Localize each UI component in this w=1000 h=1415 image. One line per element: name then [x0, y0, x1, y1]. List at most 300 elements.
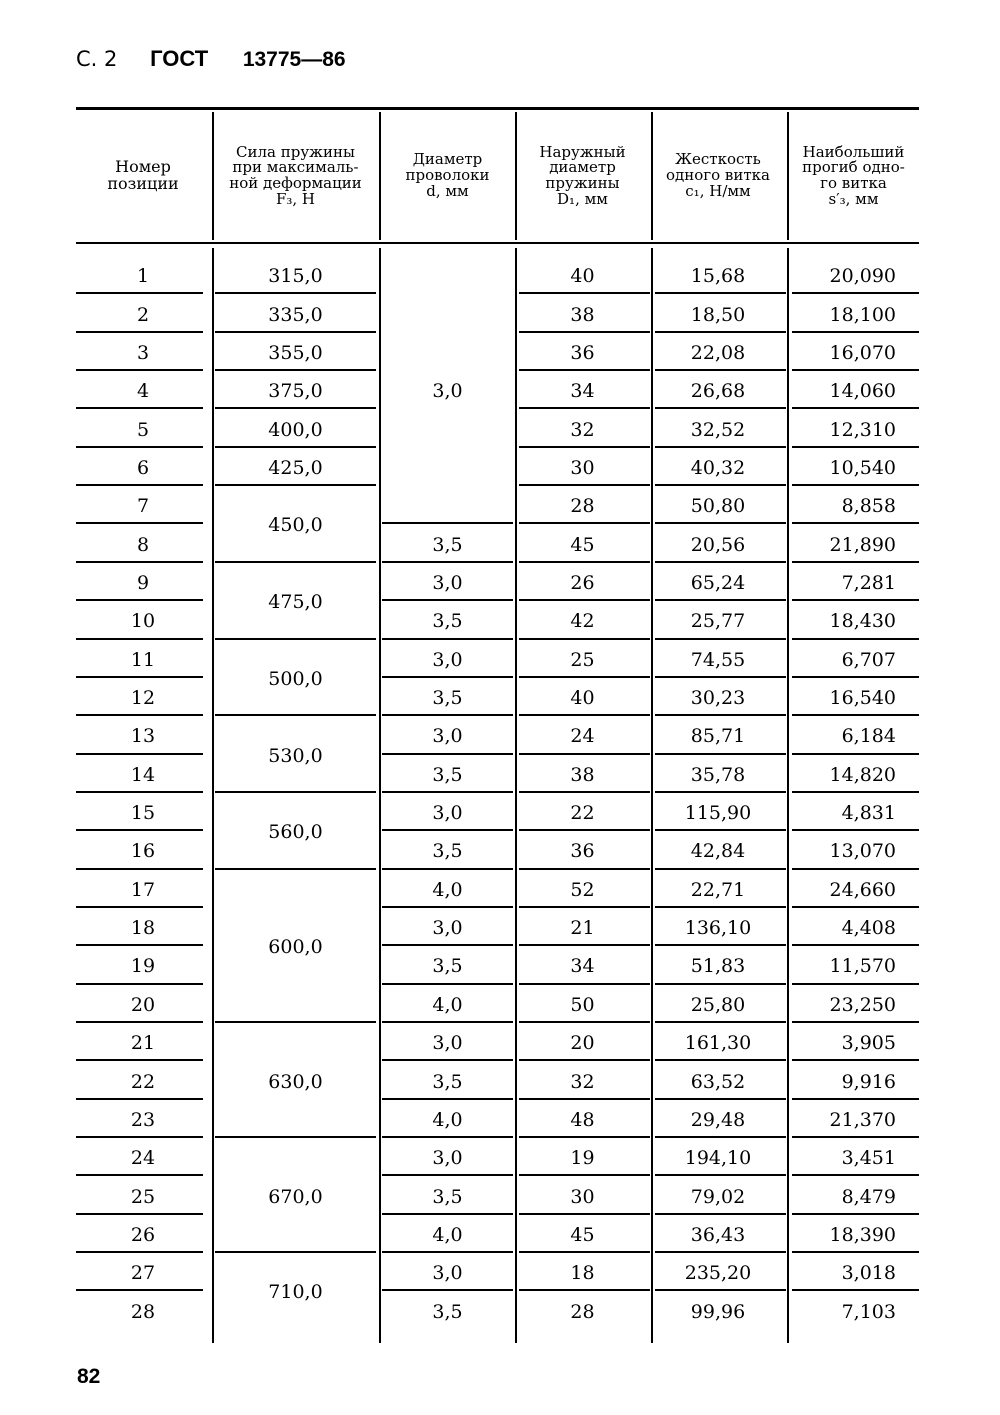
outer-diameter-cell: 25 — [570, 649, 595, 671]
stiffness-cell: 22,08 — [690, 342, 746, 364]
row-divider — [519, 1059, 650, 1061]
row-divider — [792, 638, 919, 640]
outer-diameter-cell: 40 — [570, 265, 595, 287]
stiffness-cell: 79,02 — [690, 1186, 746, 1208]
column-separator — [515, 112, 517, 240]
row-divider — [519, 638, 650, 640]
row-divider — [76, 1174, 203, 1176]
row-divider — [655, 407, 786, 409]
outer-diameter-cell: 36 — [570, 840, 595, 862]
wire-diameter-cell: 3,0 — [432, 1147, 463, 1169]
deflection-cell: 16,540 — [829, 687, 896, 709]
row-divider — [76, 522, 203, 524]
row-divider — [519, 753, 650, 755]
row-divider — [382, 753, 513, 755]
row-divider — [382, 868, 513, 870]
row-divider — [382, 791, 513, 793]
row-divider — [382, 1174, 513, 1176]
row-divider — [382, 714, 513, 716]
row-divider — [519, 714, 650, 716]
position-number-cell: 24 — [130, 1147, 156, 1169]
row-divider — [215, 292, 376, 294]
row-divider — [382, 983, 513, 985]
row-divider — [792, 561, 919, 563]
outer-diameter-cell: 40 — [570, 687, 595, 709]
row-divider — [76, 868, 203, 870]
row-divider — [655, 484, 786, 486]
row-divider — [76, 561, 203, 563]
row-divider — [382, 906, 513, 908]
deflection-cell: 7,103 — [841, 1301, 896, 1323]
outer-diameter-cell: 48 — [570, 1109, 595, 1131]
position-number-cell: 8 — [136, 534, 150, 556]
row-divider — [519, 1136, 650, 1138]
column-separator — [212, 112, 214, 240]
position-number-cell: 28 — [130, 1301, 156, 1323]
stiffness-cell: 20,56 — [690, 534, 746, 556]
row-divider — [519, 983, 650, 985]
wire-diameter-cell: 4,0 — [432, 994, 463, 1016]
row-divider — [792, 1136, 919, 1138]
deflection-cell: 18,390 — [829, 1224, 896, 1246]
deflection-cell: 14,060 — [829, 380, 896, 402]
row-divider — [215, 1251, 376, 1253]
column-header-position-number: Номер позиции — [107, 157, 179, 193]
row-divider — [792, 829, 919, 831]
row-divider — [519, 484, 650, 486]
row-divider — [792, 599, 919, 601]
spring-force-cell: 710,0 — [268, 1281, 323, 1303]
deflection-cell: 7,281 — [841, 572, 896, 594]
row-divider — [76, 369, 203, 371]
spring-force-cell: 560,0 — [268, 821, 323, 843]
row-divider — [76, 446, 203, 448]
row-divider — [76, 638, 203, 640]
wire-diameter-cell: 4,0 — [432, 879, 463, 901]
stiffness-cell: 29,48 — [690, 1109, 746, 1131]
row-divider — [519, 829, 650, 831]
row-divider — [382, 676, 513, 678]
outer-diameter-cell: 20 — [570, 1032, 595, 1054]
row-divider — [519, 1174, 650, 1176]
row-divider — [76, 676, 203, 678]
wire-diameter-cell: 3,5 — [432, 687, 463, 709]
wire-diameter-cell: 3,0 — [432, 572, 463, 594]
row-divider — [76, 791, 203, 793]
outer-diameter-cell: 30 — [570, 457, 595, 479]
column-separator — [379, 112, 381, 240]
wire-diameter-cell: 3,0 — [432, 802, 463, 824]
row-divider — [76, 753, 203, 755]
row-divider — [655, 1059, 786, 1061]
wire-diameter-cell: 4,0 — [432, 1224, 463, 1246]
spring-force-cell: 600,0 — [268, 936, 323, 958]
outer-diameter-cell: 28 — [570, 1301, 595, 1323]
outer-diameter-cell: 18 — [570, 1262, 595, 1284]
row-divider — [382, 1289, 513, 1291]
row-divider — [655, 638, 786, 640]
position-number-cell: 27 — [130, 1262, 156, 1284]
stiffness-cell: 51,83 — [690, 955, 746, 977]
stiffness-cell: 74,55 — [690, 649, 746, 671]
stiffness-cell: 235,20 — [684, 1262, 752, 1284]
row-divider — [792, 484, 919, 486]
outer-diameter-cell: 42 — [570, 610, 595, 632]
spring-force-cell: 630,0 — [268, 1071, 323, 1093]
spring-force-cell: 335,0 — [268, 304, 323, 326]
stiffness-cell: 26,68 — [690, 380, 746, 402]
deflection-cell: 12,310 — [829, 419, 896, 441]
outer-diameter-cell: 38 — [570, 304, 595, 326]
row-divider — [655, 599, 786, 601]
row-divider — [519, 944, 650, 946]
row-divider — [655, 1174, 786, 1176]
wire-diameter-cell: 3,0 — [432, 649, 463, 671]
wire-diameter-cell: 3,5 — [432, 764, 463, 786]
position-number-cell: 22 — [130, 1071, 156, 1093]
row-divider — [519, 906, 650, 908]
row-divider — [792, 753, 919, 755]
row-divider — [655, 753, 786, 755]
position-number-cell: 12 — [130, 687, 156, 709]
deflection-cell: 6,184 — [841, 725, 896, 747]
row-divider — [792, 1213, 919, 1215]
row-divider — [655, 868, 786, 870]
row-divider — [792, 1021, 919, 1023]
row-divider — [76, 1021, 203, 1023]
row-divider — [382, 638, 513, 640]
row-divider — [519, 1098, 650, 1100]
position-number-cell: 23 — [130, 1109, 156, 1131]
outer-diameter-cell: 32 — [570, 419, 595, 441]
row-divider — [519, 446, 650, 448]
page-label: С. 2 — [76, 47, 118, 71]
row-divider — [792, 1251, 919, 1253]
position-number-cell: 10 — [130, 610, 156, 632]
row-divider — [76, 829, 203, 831]
row-divider — [382, 829, 513, 831]
row-divider — [792, 791, 919, 793]
row-divider — [792, 868, 919, 870]
wire-diameter-cell: 3,0 — [432, 725, 463, 747]
stiffness-cell: 35,78 — [690, 764, 746, 786]
page-number: 82 — [77, 1365, 101, 1388]
outer-diameter-cell: 32 — [570, 1071, 595, 1093]
row-divider — [76, 331, 203, 333]
row-divider — [792, 944, 919, 946]
deflection-cell: 4,831 — [841, 802, 896, 824]
stiffness-cell: 115,90 — [684, 802, 752, 824]
row-divider — [655, 292, 786, 294]
stiffness-cell: 63,52 — [690, 1071, 746, 1093]
deflection-cell: 3,018 — [841, 1262, 896, 1284]
position-number-cell: 17 — [130, 879, 156, 901]
row-divider — [655, 791, 786, 793]
row-divider — [792, 1174, 919, 1176]
position-number-cell: 13 — [130, 725, 156, 747]
row-divider — [519, 676, 650, 678]
spring-force-cell: 425,0 — [268, 457, 323, 479]
wire-diameter-cell: 3,0 — [432, 1032, 463, 1054]
column-separator — [651, 112, 653, 240]
stiffness-cell: 32,52 — [690, 419, 746, 441]
stiffness-cell: 40,32 — [690, 457, 746, 479]
stiffness-cell: 136,10 — [684, 917, 752, 939]
spring-force-cell: 670,0 — [268, 1186, 323, 1208]
row-divider — [215, 714, 376, 716]
row-divider — [792, 369, 919, 371]
row-divider — [792, 906, 919, 908]
deflection-cell: 21,890 — [829, 534, 896, 556]
wire-diameter-cell: 3,5 — [432, 840, 463, 862]
deflection-cell: 24,660 — [829, 879, 896, 901]
row-divider — [382, 522, 513, 524]
stiffness-cell: 30,23 — [690, 687, 746, 709]
spring-force-cell: 355,0 — [268, 342, 323, 364]
outer-diameter-cell: 24 — [570, 725, 595, 747]
row-divider — [655, 446, 786, 448]
row-divider — [519, 407, 650, 409]
position-number-cell: 4 — [136, 380, 150, 402]
position-number-cell: 19 — [130, 955, 156, 977]
row-divider — [382, 1059, 513, 1061]
row-divider — [519, 1251, 650, 1253]
row-divider — [792, 983, 919, 985]
row-divider — [76, 1098, 203, 1100]
position-number-cell: 11 — [130, 649, 156, 671]
stiffness-cell: 99,96 — [690, 1301, 746, 1323]
row-divider — [215, 1021, 376, 1023]
position-number-cell: 25 — [130, 1186, 156, 1208]
row-divider — [215, 638, 376, 640]
wire-diameter-cell: 3,5 — [432, 1301, 463, 1323]
row-divider — [792, 714, 919, 716]
row-divider — [519, 522, 650, 524]
deflection-cell: 10,540 — [829, 457, 896, 479]
wire-diameter-cell: 3,0 — [432, 917, 463, 939]
position-number-cell: 15 — [130, 802, 156, 824]
row-divider — [215, 791, 376, 793]
row-divider — [76, 1213, 203, 1215]
position-number-cell: 3 — [136, 342, 150, 364]
position-number-cell: 21 — [130, 1032, 156, 1054]
row-divider — [215, 484, 376, 486]
row-divider — [655, 561, 786, 563]
deflection-cell: 18,430 — [829, 610, 896, 632]
outer-diameter-cell: 26 — [570, 572, 595, 594]
row-divider — [76, 292, 203, 294]
row-divider — [76, 906, 203, 908]
position-number-cell: 26 — [130, 1224, 156, 1246]
row-divider — [792, 446, 919, 448]
outer-diameter-cell: 52 — [570, 879, 595, 901]
position-number-cell: 9 — [136, 572, 150, 594]
position-number-cell: 7 — [136, 495, 150, 517]
stiffness-cell: 50,80 — [690, 495, 746, 517]
deflection-cell: 20,090 — [829, 265, 896, 287]
row-divider — [519, 292, 650, 294]
stiffness-cell: 15,68 — [690, 265, 746, 287]
stiffness-cell: 42,84 — [690, 840, 746, 862]
outer-diameter-cell: 45 — [570, 1224, 595, 1246]
row-divider — [519, 1021, 650, 1023]
deflection-cell: 16,070 — [829, 342, 896, 364]
row-divider — [792, 407, 919, 409]
row-divider — [655, 1289, 786, 1291]
row-divider — [655, 1213, 786, 1215]
wire-diameter-cell: 3,0 — [432, 380, 463, 402]
row-divider — [655, 331, 786, 333]
deflection-cell: 3,905 — [841, 1032, 896, 1054]
row-divider — [655, 1098, 786, 1100]
row-divider — [655, 522, 786, 524]
row-divider — [655, 1136, 786, 1138]
deflection-cell: 9,916 — [841, 1071, 896, 1093]
row-divider — [76, 599, 203, 601]
position-number-cell: 18 — [130, 917, 156, 939]
stiffness-cell: 25,77 — [690, 610, 746, 632]
spring-force-cell: 400,0 — [268, 419, 323, 441]
row-divider — [792, 1098, 919, 1100]
row-divider — [215, 561, 376, 563]
page-header — [76, 46, 346, 72]
deflection-cell: 18,100 — [829, 304, 896, 326]
outer-diameter-cell: 34 — [570, 380, 595, 402]
row-divider — [382, 944, 513, 946]
stiffness-cell: 22,71 — [690, 879, 746, 901]
wire-diameter-cell: 3,0 — [432, 1262, 463, 1284]
outer-diameter-cell: 30 — [570, 1186, 595, 1208]
position-number-cell: 5 — [136, 419, 150, 441]
row-divider — [519, 599, 650, 601]
deflection-cell: 4,408 — [841, 917, 896, 939]
row-divider — [382, 599, 513, 601]
row-divider — [519, 868, 650, 870]
column-header-outer-diameter: Наружный диаметр пружины D₁, мм — [539, 142, 626, 208]
stiffness-cell: 25,80 — [690, 994, 746, 1016]
row-divider — [655, 676, 786, 678]
outer-diameter-cell: 38 — [570, 764, 595, 786]
row-divider — [519, 561, 650, 563]
row-divider — [382, 1098, 513, 1100]
stiffness-cell: 36,43 — [690, 1224, 746, 1246]
row-divider — [382, 561, 513, 563]
row-divider — [792, 522, 919, 524]
row-divider — [76, 484, 203, 486]
row-divider — [519, 791, 650, 793]
row-divider — [76, 1059, 203, 1061]
row-divider — [215, 331, 376, 333]
standard-number: 13775—86 — [242, 48, 346, 71]
row-divider — [215, 369, 376, 371]
row-divider — [655, 1251, 786, 1253]
spring-force-cell: 315,0 — [268, 265, 323, 287]
row-divider — [215, 407, 376, 409]
position-number-cell: 16 — [130, 840, 156, 862]
outer-diameter-cell: 28 — [570, 495, 595, 517]
row-divider — [215, 446, 376, 448]
row-divider — [655, 1021, 786, 1023]
row-divider — [76, 407, 203, 409]
position-number-cell: 1 — [136, 265, 150, 287]
wire-diameter-cell: 3,5 — [432, 1071, 463, 1093]
row-divider — [655, 944, 786, 946]
column-header-spring-force: Сила пружины при максималь- ной деформации F₃, Н — [229, 142, 362, 208]
outer-diameter-cell: 45 — [570, 534, 595, 556]
wire-diameter-cell: 3,5 — [432, 534, 463, 556]
wire-diameter-cell: 3,5 — [432, 955, 463, 977]
row-divider — [519, 331, 650, 333]
stiffness-cell: 18,50 — [690, 304, 746, 326]
row-divider — [382, 1213, 513, 1215]
row-divider — [655, 983, 786, 985]
deflection-cell: 14,820 — [829, 764, 896, 786]
standard-code: ГОСТ — [150, 46, 209, 71]
outer-diameter-cell: 19 — [570, 1147, 595, 1169]
row-divider — [655, 829, 786, 831]
row-divider — [792, 1059, 919, 1061]
outer-diameter-cell: 21 — [570, 917, 595, 939]
row-divider — [76, 1289, 203, 1291]
outer-diameter-cell: 22 — [570, 802, 595, 824]
row-divider — [655, 906, 786, 908]
deflection-cell: 6,707 — [841, 649, 896, 671]
outer-diameter-cell: 34 — [570, 955, 595, 977]
column-header-max-deflection: Наибольший прогиб одно- го витка s′₃, мм — [802, 142, 905, 208]
row-divider — [76, 1251, 203, 1253]
stiffness-cell: 65,24 — [690, 572, 746, 594]
row-divider — [76, 714, 203, 716]
position-number-cell: 20 — [130, 994, 156, 1016]
table-header-rule — [76, 242, 919, 244]
column-separator — [787, 112, 789, 240]
row-divider — [519, 1213, 650, 1215]
outer-diameter-cell: 36 — [570, 342, 595, 364]
spring-force-cell: 530,0 — [268, 745, 323, 767]
wire-diameter-cell: 3,5 — [432, 610, 463, 632]
row-divider — [215, 1136, 376, 1138]
spring-force-cell: 475,0 — [268, 591, 323, 613]
row-divider — [519, 1289, 650, 1291]
spring-force-cell: 450,0 — [268, 514, 323, 536]
row-divider — [792, 292, 919, 294]
row-divider — [519, 369, 650, 371]
spring-force-cell: 375,0 — [268, 380, 323, 402]
position-number-cell: 6 — [136, 457, 150, 479]
row-divider — [382, 1251, 513, 1253]
row-divider — [655, 369, 786, 371]
row-divider — [76, 944, 203, 946]
position-number-cell: 14 — [130, 764, 156, 786]
row-divider — [215, 868, 376, 870]
wire-diameter-cell: 4,0 — [432, 1109, 463, 1131]
deflection-cell: 3,451 — [841, 1147, 896, 1169]
position-number-cell: 2 — [136, 304, 150, 326]
row-divider — [655, 714, 786, 716]
deflection-cell: 23,250 — [829, 994, 896, 1016]
column-header-wire-diameter: Диаметр проволоки d, мм — [405, 150, 490, 200]
deflection-cell: 8,858 — [841, 495, 896, 517]
row-divider — [76, 983, 203, 985]
wire-diameter-cell: 3,5 — [432, 1186, 463, 1208]
deflection-cell: 13,070 — [829, 840, 896, 862]
deflection-cell: 11,570 — [829, 955, 896, 977]
stiffness-cell: 161,30 — [684, 1032, 752, 1054]
row-divider — [792, 331, 919, 333]
stiffness-cell: 85,71 — [690, 725, 746, 747]
deflection-cell: 21,370 — [829, 1109, 896, 1131]
row-divider — [382, 1136, 513, 1138]
